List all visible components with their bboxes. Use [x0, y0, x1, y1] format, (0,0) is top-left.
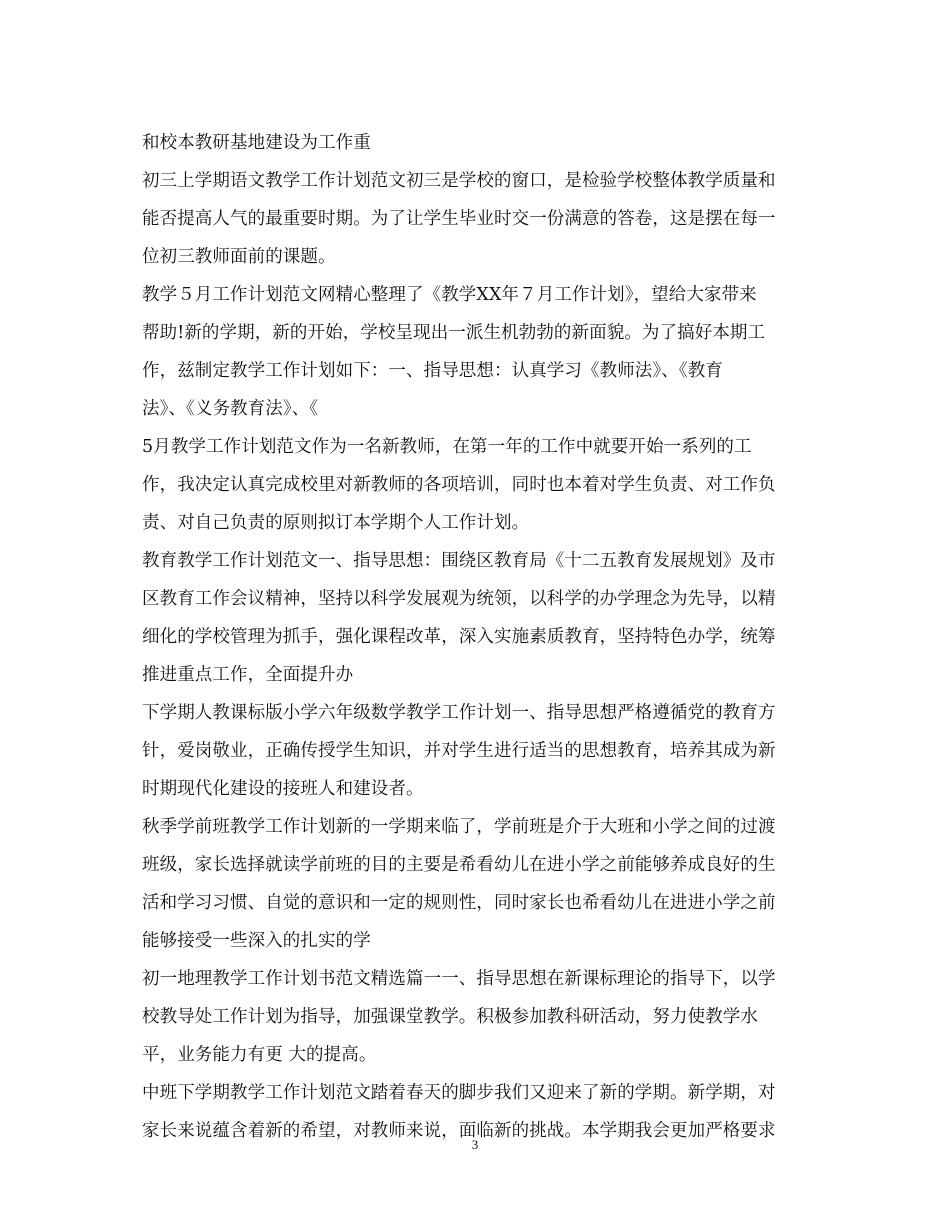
text-line: 法》、《义务教育法》、《 [142, 399, 319, 419]
text-line: 区教育工作会议精神，坚持以科学发展观为统领，以科学的办学理念为先导，以精 [142, 589, 776, 609]
text-line: 位初三教师面前的课题。 [142, 247, 336, 267]
text-line: 能够接受一些深入的扎实的学 [142, 931, 371, 951]
body-text [142, 124, 810, 1150]
text-line: 初一地理教学工作计划书范文精选篇一一、指导思想在新课标理论的指导下，以学 [142, 969, 776, 989]
text-line: 作，我决定认真完成校里对新教师的各项培训，同时也本着对学生负责、对工作负 [142, 475, 776, 495]
text-line: 能否提高人气的最重要时期。为了让学生毕业时交一份满意的答卷，这是摆在每一 [142, 209, 776, 229]
text-line: 初三上学期语文教学工作计划范文初三是学校的窗口，是检验学校整体教学质量和 [142, 171, 776, 191]
text-line: 细化的学校管理为抓手，强化课程改革，深入实施素质教育，坚持特色办学，统筹 [142, 627, 776, 647]
text-line: 针，爱岗敬业，正确传授学生知识，并对学生进行适当的思想教育，培养其成为新 [142, 741, 776, 761]
page-number: 3 [471, 1137, 479, 1152]
text-line: 教学５月工作计划范文网精心整理了《教学XX年７月工作计划》，望给大家带来 [142, 285, 757, 305]
text-line: 平，业务能力有更 大的提高。 [142, 1045, 377, 1065]
text-line: 责、对自己负责的原则拟订本学期个人工作计划。 [142, 513, 530, 533]
text-line: 班级，家长选择就读学前班的目的主要是希看幼儿在进小学之前能够养成良好的生 [142, 855, 776, 875]
text-line: 教育教学工作计划范文一、指导思想：围绕区教育局《十二五教育发展规划》及市 [142, 551, 776, 571]
text-line: 作，兹制定教学工作计划如下：一、指导思想：认真学习《教师法》、《教育 [142, 361, 723, 381]
text-line: 下学期人教课标版小学六年级数学教学工作计划一、指导思想严格遵循党的教育方 [142, 703, 776, 723]
text-line: 帮助!新的学期，新的开始，学校呈现出一派生机勃勃的新面貌。为了搞好本期工 [142, 323, 766, 343]
text-line: 5月教学工作计划范文作为一名新教师，在第一年的工作中就要开始一系列的工 [142, 437, 752, 457]
text-line: 校教导处工作计划为指导，加强课堂教学。积极参加教科研活动，努力使教学水 [142, 1007, 758, 1027]
text-line: 和校本教研基地建设为工作重 [142, 133, 371, 153]
text-line: 时期现代化建设的接班人和建设者。 [142, 779, 424, 799]
text-line: 中班下学期教学工作计划范文踏着春天的脚步我们又迎来了新的学期。新学期，对 [142, 1083, 776, 1103]
text-line: 活和学习习惯、自觉的意识和一定的规则性，同时家长也希看幼儿在进进小学之前 [142, 893, 776, 913]
text-line: 秋季学前班教学工作计划新的一学期来临了，学前班是介于大班和小学之间的过渡 [142, 817, 776, 837]
text-line: 推进重点工作，全面提升办 [142, 665, 354, 685]
text-line: 家长来说蕴含着新的希望，对教师来说，面临新的挑战。本学期我会更加严格要求 [142, 1121, 776, 1141]
